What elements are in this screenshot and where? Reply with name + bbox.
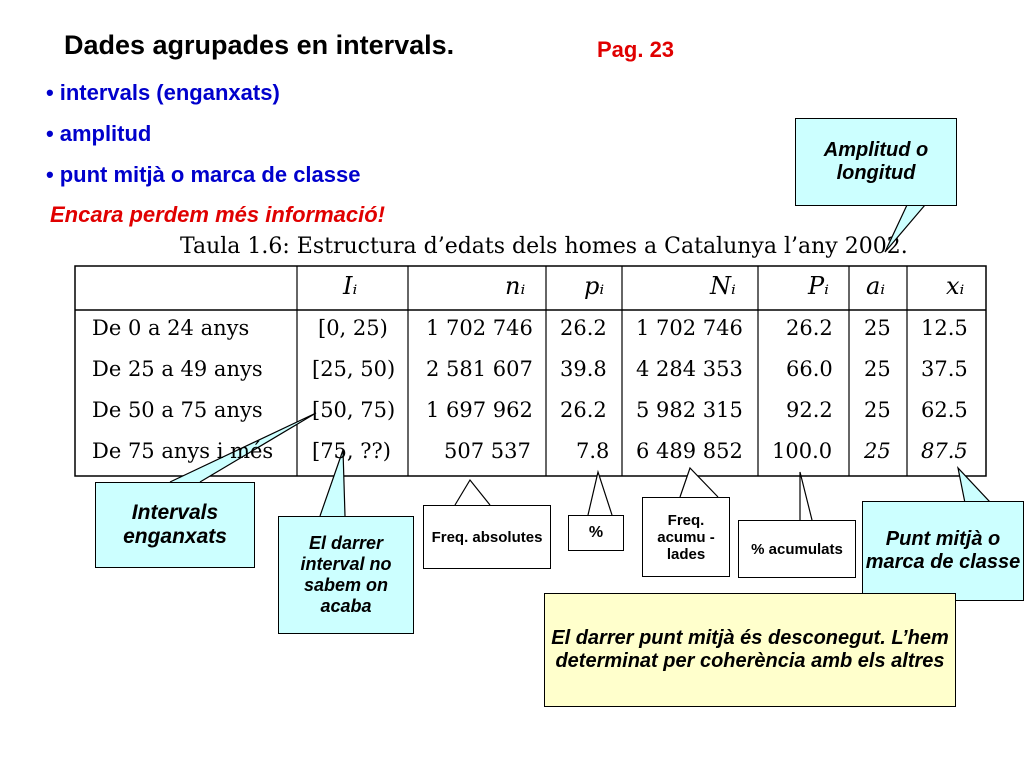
percent-acum-pointer (800, 472, 812, 520)
table-cell-x: 37.5 (921, 357, 968, 381)
header-I: Iᵢ (343, 272, 358, 300)
header-a: aᵢ (866, 272, 886, 300)
bullet-dot: • (46, 121, 54, 146)
table-cell-P: 92.2 (786, 398, 833, 422)
table-cell-N: 4 284 353 (636, 357, 743, 381)
callout-amplitud (795, 118, 957, 206)
callout-text: El darrer interval no sabem on acaba (300, 533, 392, 616)
table-caption: Taula 1.6: Estructura d’edats dels homes a Catalunya l’any 2002. (180, 234, 908, 259)
table-cell-a: 25 (864, 398, 891, 422)
bullet-text: intervals (enganxats) (59, 80, 280, 105)
callout-darrer-punt (544, 593, 956, 707)
table-cell-interval: [75, ??) (312, 439, 391, 463)
table-cell-p: 39.8 (560, 357, 607, 381)
table-cell-N: 1 702 746 (636, 316, 743, 340)
warning-text: Encara perdem més informació! (50, 202, 386, 227)
table-cell-interval: [0, 25) (318, 316, 388, 340)
table-cell-label: De 25 a 49 anys (92, 357, 263, 381)
table-cell-P: 26.2 (786, 316, 833, 340)
table-cell-P: 66.0 (786, 357, 833, 381)
table-cell-N: 6 489 852 (636, 439, 743, 463)
page-reference: Pag. 23 (597, 37, 675, 62)
callout-darrer-interval (278, 516, 414, 634)
freq-abs-pointer (455, 480, 490, 505)
bullet-dot: • (46, 162, 54, 187)
table-cell-label: De 0 a 24 anys (92, 316, 250, 340)
slide-title: Dades agrupades en intervals. (64, 30, 455, 60)
table-cell-n: 1 697 962 (426, 398, 533, 422)
bullet-text: punt mitjà o marca de classe (59, 162, 361, 187)
bullet-text: amplitud (59, 121, 152, 146)
callout-text: El darrer punt mitjà és desconegut. L’hem determinat per coherència amb els altres (551, 627, 949, 672)
header-N: Nᵢ (710, 272, 736, 300)
callout-text: Amplitud o longitud (823, 139, 929, 184)
table-cell-label: De 75 anys i més (92, 439, 274, 463)
header-n: nᵢ (505, 272, 526, 300)
header-x: xᵢ (946, 272, 965, 300)
table-cell-a: 25 (864, 357, 891, 381)
callout-percent (568, 515, 624, 551)
table-cell-n: 2 581 607 (426, 357, 533, 381)
amplitud-pointer (885, 205, 925, 252)
callout-text: % (588, 524, 604, 541)
table-cell-N: 5 982 315 (636, 398, 743, 422)
callout-punt-mitja (862, 501, 1024, 601)
callout-intervals (95, 482, 255, 568)
callout-freq-acumulades (642, 497, 730, 577)
callout-text: Punt mitjà o marca de classe (865, 528, 1021, 573)
table-cell-p: 7.8 (576, 439, 610, 463)
table-cell-x: 87.5 (921, 439, 968, 463)
bullet-dot: • (46, 80, 54, 105)
callout-text: % acumulats (751, 540, 843, 558)
table-cell-p: 26.2 (560, 398, 607, 422)
table-cell-interval: [50, 75) (312, 398, 396, 422)
table-cell-x: 12.5 (921, 316, 968, 340)
table-cell-a: 25 (864, 439, 891, 463)
callout-text: Intervals enganxats (123, 501, 227, 548)
callout-freq-absolutes (423, 505, 551, 569)
callout-text: Freq. acumu -lades (657, 511, 715, 563)
table-cell-a: 25 (864, 316, 891, 340)
table-cell-p: 26.2 (560, 316, 607, 340)
header-p: pᵢ (584, 272, 605, 300)
callout-text: Freq. absolutes (431, 528, 543, 546)
freq-acum-pointer (680, 468, 718, 497)
table-cell-x: 62.5 (921, 398, 968, 422)
callout-percent-acumulats (738, 520, 856, 578)
table-cell-n: 1 702 746 (426, 316, 533, 340)
table-cell-label: De 50 a 75 anys (92, 398, 263, 422)
header-P: Pᵢ (808, 272, 829, 300)
table-cell-interval: [25, 50) (312, 357, 396, 381)
percent-pointer (588, 472, 612, 515)
table-cell-P: 100.0 (772, 439, 833, 463)
table-cell-n: 507 537 (444, 439, 531, 463)
